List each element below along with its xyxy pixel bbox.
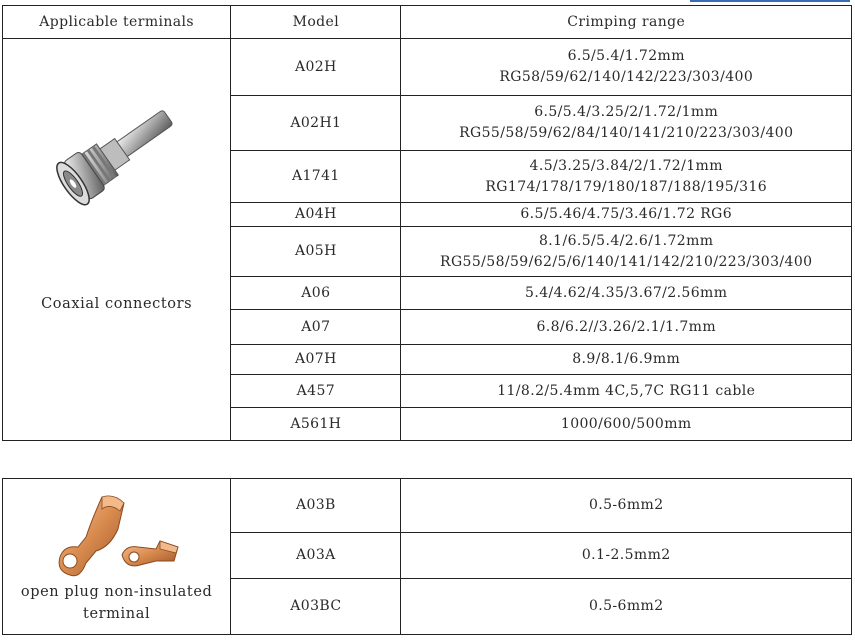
header-crimping-range: Crimping range: [401, 6, 852, 39]
range-line: 8.1/6.5/5.4/2.6/1.72mm: [539, 232, 714, 249]
model-cell: A07H: [231, 345, 401, 375]
range-cell: [401, 96, 852, 151]
model-cell: A02H: [231, 39, 401, 96]
range-line: 6.5/5.46/4.75/3.46/1.72 RG6: [520, 206, 733, 222]
model-cell: A561H: [231, 408, 401, 441]
range-cell: [401, 310, 852, 345]
range-line: RG58/59/62/140/142/223/303/400: [499, 69, 754, 85]
range-line: 6.5/5.4/1.72mm: [567, 48, 685, 64]
copper-ring-terminal-icon: [52, 489, 182, 581]
range-cell: [401, 39, 852, 96]
model-cell: A03A: [231, 533, 401, 579]
model-cell: A457: [231, 375, 401, 408]
range-line: RG55/58/59/62/84/140/141/210/223/303/400: [459, 125, 794, 141]
range-line: 0.1-2.5mm2: [581, 547, 671, 563]
top-accent-line: [690, 0, 850, 2]
range-line: 6.5/5.4/3.25/2/1.72/1mm: [534, 104, 719, 120]
range-line: 5.4/4.62/4.35/3.67/2.56mm: [525, 284, 728, 301]
range-cell: [401, 151, 852, 203]
open-plug-crimp-table: [2, 478, 852, 635]
range-line: 0.5-6mm2: [588, 497, 664, 513]
category-label-coaxial: Coaxial connectors: [41, 296, 193, 312]
table-row: [3, 479, 852, 533]
range-cell: [401, 277, 852, 310]
range-cell: [401, 227, 852, 277]
header-applicable-terminals: Applicable terminals: [3, 6, 231, 39]
range-line: 4.5/3.25/3.84/2/1.72/1mm: [529, 157, 723, 174]
range-line: 8.9/8.1/6.9mm: [572, 351, 681, 367]
range-line: 1000/600/500mm: [560, 415, 692, 432]
model-cell: A03BC: [231, 579, 401, 635]
range-line: 6.8/6.2//3.26/2.1/1.7mm: [536, 318, 717, 335]
model-cell: A06: [231, 277, 401, 310]
category-cell-open-plug: [3, 479, 231, 635]
range-line: RG174/178/179/180/187/188/195/316: [485, 178, 768, 195]
category-label-open-plug: open plug non-insulated terminal: [20, 583, 213, 622]
model-cell: A03B: [231, 479, 401, 533]
header-row: [3, 6, 852, 39]
table-row: [3, 39, 852, 96]
bnc-connector-icon: [42, 84, 192, 224]
model-cell: A02H1: [231, 96, 401, 151]
range-cell: [401, 203, 852, 227]
model-cell: A05H: [231, 227, 401, 277]
range-line: RG55/58/59/62/5/6/140/141/142/210/223/303/400: [440, 253, 813, 270]
range-cell: [401, 375, 852, 408]
model-cell: A07: [231, 310, 401, 345]
range-cell: [401, 345, 852, 375]
range-cell: [401, 408, 852, 441]
category-cell-coaxial: [3, 39, 231, 441]
header-model: Model: [231, 6, 401, 39]
range-cell: [401, 579, 852, 635]
coaxial-crimp-table: [2, 5, 852, 441]
range-cell: [401, 479, 852, 533]
model-cell: A04H: [231, 203, 401, 227]
range-line: 11/8.2/5.4mm 4C,5,7C RG11 cable: [497, 382, 756, 399]
range-cell: [401, 533, 852, 579]
range-line: 0.5-6mm2: [588, 598, 664, 614]
model-cell: A1741: [231, 151, 401, 203]
